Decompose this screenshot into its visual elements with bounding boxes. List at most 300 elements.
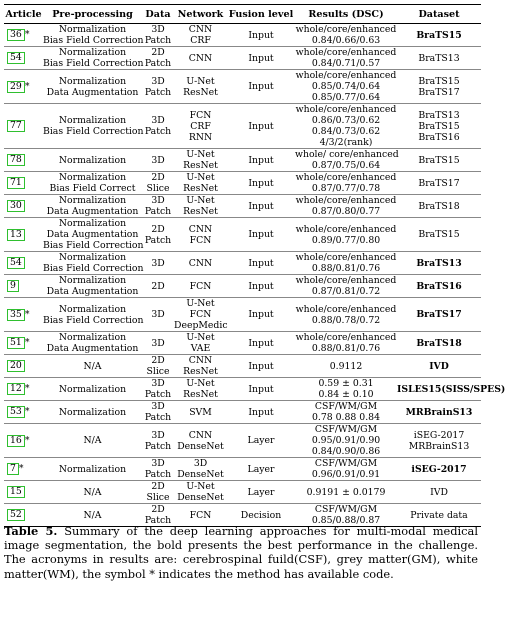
data-type-cell [142, 481, 174, 504]
preprocessing-cell [43, 172, 142, 195]
dataset-cell [397, 458, 481, 481]
network-cell [174, 401, 227, 424]
table-body [4, 24, 505, 527]
article-ref-link[interactable]: 15 [7, 486, 25, 498]
preprocessing-line: Normalization [58, 332, 127, 343]
dataset-cell [397, 332, 481, 355]
results-line: whole/core/enhanced [295, 70, 397, 81]
data-type-line: 2D [151, 280, 165, 292]
dataset-line: IVD [430, 486, 448, 498]
network-line: FCN [189, 234, 212, 246]
data-type-cell [142, 275, 174, 298]
table-row [4, 252, 481, 275]
results-cell [295, 378, 397, 401]
data-type-line: 3D [151, 309, 165, 320]
article-cell [4, 70, 43, 104]
article-ref-link[interactable]: 29 [7, 81, 25, 93]
results-line: whole/core/enhanced [295, 252, 397, 263]
results-line: 0.89/0.77/0.80 [311, 234, 381, 246]
network-cell [174, 24, 227, 47]
data-type-line: Patch [144, 206, 172, 217]
results-cell [295, 298, 397, 332]
dataset-line: BraTS13 [416, 257, 462, 269]
results-line: CSF/WM/GM [314, 458, 378, 469]
network-cell [174, 70, 227, 104]
dataset-line: BraTS13 [418, 52, 460, 64]
network-line: ResNet [183, 206, 218, 217]
results-cell [295, 355, 397, 378]
data-type-cell [142, 172, 174, 195]
article-ref-link[interactable]: 36 [7, 29, 25, 41]
results-line: whole/core/enhanced [295, 195, 397, 206]
network-cell [174, 424, 227, 458]
preprocessing-line: Data Augmentation [46, 86, 139, 98]
table-row [4, 218, 481, 252]
article-cell [4, 378, 43, 401]
dataset-cell [397, 481, 481, 504]
article-cell [4, 24, 43, 47]
network-line: CRF [190, 120, 211, 132]
dataset-cell [397, 424, 481, 458]
data-type-line: Patch [144, 35, 172, 46]
results-cell [295, 332, 397, 355]
preprocessing-line: N/A [83, 360, 102, 372]
dataset-line: BraTS18 [418, 200, 460, 212]
results-line: 0.9191 ± 0.0179 [306, 486, 386, 498]
article-cell [4, 104, 43, 149]
network-line: ResNet [183, 366, 218, 377]
network-line: FCN [189, 509, 212, 521]
data-type-line: Patch [144, 469, 172, 480]
data-type-cell [142, 149, 174, 172]
preprocessing-line: Normalization [58, 218, 127, 229]
data-type-cell [142, 298, 174, 332]
network-line: CNN [188, 429, 213, 441]
data-type-cell [142, 458, 174, 481]
preprocessing-line: Data Augmentation [46, 206, 139, 217]
network-line: CNN [188, 52, 213, 64]
col-header-network: Network [174, 5, 227, 24]
data-type-cell [142, 252, 174, 275]
preprocessing-line: Normalization [58, 172, 127, 183]
preprocessing-line: Bias Field Correction [43, 58, 144, 69]
fusion-level-cell: Layer [247, 486, 275, 498]
network-line: ResNet [183, 86, 218, 98]
article-ref-link[interactable]: 16 [7, 435, 25, 447]
data-type-line: 2D [151, 481, 165, 492]
caption-label: Table 5. [4, 524, 58, 538]
data-type-line: 3D [151, 429, 165, 441]
network-line: RNN [188, 131, 213, 143]
preprocessing-line: Normalization [58, 303, 127, 315]
preprocessing-line: N/A [83, 486, 102, 498]
data-type-line: Patch [144, 412, 172, 423]
data-type-cell [142, 378, 174, 401]
data-type-line: 2D [151, 504, 165, 515]
data-type-line: Patch [144, 126, 172, 137]
network-line: DenseNet [177, 469, 224, 480]
data-type-line: 3D [151, 337, 165, 349]
dataset-line: iSEG-2017 [413, 429, 465, 441]
preprocessing-cell [43, 332, 142, 355]
network-cell [174, 252, 227, 275]
network-line: U-Net [186, 195, 215, 206]
data-type-cell [142, 24, 174, 47]
dataset-cell [397, 401, 481, 424]
network-line: FCN [189, 280, 212, 292]
dataset-cell [397, 24, 481, 47]
results-cell [295, 104, 397, 149]
article-ref-link[interactable]: 12 [7, 383, 25, 395]
data-type-line: 3D [151, 195, 165, 206]
article-ref-link[interactable]: 54 [7, 52, 25, 64]
article-ref-link[interactable]: 9 [7, 280, 19, 292]
article-ref-link[interactable]: 20 [7, 360, 25, 372]
results-line: 0.59 ± 0.31 [318, 378, 374, 389]
table-row [4, 298, 481, 332]
results-line: 0.85/0.74/0.64 [311, 81, 381, 92]
results-cell [295, 481, 397, 504]
fusion-level-cell: Input [248, 81, 274, 92]
dataset-cell [397, 104, 481, 149]
results-cell [295, 172, 397, 195]
fusion-level-cell: Input [248, 154, 274, 166]
preprocessing-line: Normalization [58, 47, 127, 58]
data-type-line: Slice [146, 492, 170, 503]
dataset-line: Private data [410, 509, 468, 521]
fusion-level-cell: Input [248, 257, 274, 269]
dataset-line: BraTS17 [416, 309, 462, 320]
fusion-level-cell: Input [248, 120, 274, 132]
network-cell [174, 104, 227, 149]
data-type-line: 2D [151, 47, 165, 58]
article-cell [4, 298, 43, 332]
col-header-fusion-level: Fusion level [227, 5, 295, 24]
preprocessing-cell [43, 70, 142, 104]
dataset-cell [397, 378, 505, 401]
dataset-line: IVD [429, 360, 449, 372]
code-available-star: * [24, 434, 30, 446]
article-cell [4, 149, 43, 172]
article-cell [4, 332, 43, 355]
dataset-line: BraTS15 [418, 229, 460, 240]
dataset-line: ISLES15(SISS/SPES) [397, 383, 505, 395]
fusion-level-cell: Input [248, 383, 274, 395]
dataset-line: BraTS15 [416, 29, 462, 41]
data-type-line: 2D [151, 172, 165, 183]
network-cell [174, 298, 227, 332]
results-line: whole/core/enhanced [295, 332, 397, 343]
preprocessing-line: Normalization [58, 154, 127, 166]
data-type-cell [142, 401, 174, 424]
article-ref-link[interactable]: 77 [7, 120, 25, 132]
data-type-cell [142, 355, 174, 378]
fusion-level-cell: Input [248, 200, 274, 212]
table-row [4, 424, 481, 458]
results-cell [295, 195, 397, 218]
dataset-line: BraTS17 [418, 86, 460, 98]
results-line: 4/3/2(rank) [319, 137, 373, 148]
preprocessing-cell [43, 424, 142, 458]
dataset-cell [397, 195, 481, 218]
table-row [4, 401, 481, 424]
caption-text: Summary of the deep learning approaches for multi-modal medical image segmentation, the bold presents the best performance in the challenge. The acronyms in results are: cerebrospinal fuild(CSF), grey matter(GM), white matter(WM), the symbol * indicates the method has available code. [4, 524, 478, 581]
preprocessing-line: Data Augmentation [46, 343, 139, 354]
article-ref-link[interactable]: 30 [7, 200, 25, 212]
preprocessing-cell [43, 149, 142, 172]
data-type-cell [142, 332, 174, 355]
preprocessing-line: Normalization [58, 75, 127, 87]
results-table [4, 4, 505, 527]
data-type-cell [142, 195, 174, 218]
results-line: whole/core/enhanced [295, 275, 397, 286]
col-header-dataset: Dataset [397, 5, 481, 24]
code-available-star: * [24, 308, 30, 320]
table-row [4, 355, 481, 378]
dataset-line: BraTS15 [418, 75, 460, 87]
preprocessing-line: Normalization [58, 275, 127, 286]
preprocessing-cell [43, 355, 142, 378]
results-cell [295, 275, 397, 298]
col-header-data: Data [142, 5, 174, 24]
preprocessing-line: Bias Field Correct [49, 183, 136, 194]
dataset-cell [397, 47, 481, 70]
fusion-level-cell: Input [248, 360, 274, 372]
fusion-level-cell: Input [248, 177, 274, 189]
data-type-line: 3D [151, 75, 165, 87]
results-line: 0.84 ± 0.10 [318, 389, 374, 400]
preprocessing-cell [43, 24, 142, 47]
dataset-cell [397, 218, 481, 252]
table-row [4, 24, 481, 47]
dataset-cell [397, 275, 481, 298]
data-type-line: Patch [144, 515, 172, 526]
code-available-star: * [24, 80, 30, 92]
results-cell [295, 70, 397, 104]
dataset-cell [397, 172, 481, 195]
preprocessing-line: Normalization [58, 115, 127, 126]
preprocessing-cell [43, 458, 142, 481]
network-cell [174, 378, 227, 401]
results-cell [295, 218, 397, 252]
network-line: U-Net [186, 298, 215, 309]
article-cell [4, 172, 43, 195]
data-type-line: 3D [151, 115, 165, 126]
article-ref-link[interactable]: 78 [7, 154, 25, 166]
data-type-cell [142, 47, 174, 70]
data-type-line: 3D [151, 458, 165, 469]
preprocessing-cell [43, 481, 142, 504]
network-line: FCN [189, 309, 212, 320]
code-available-star: * [24, 406, 30, 417]
network-line: U-Net [186, 378, 215, 389]
results-line: CSF/WM/GM [314, 504, 378, 515]
dataset-cell [397, 355, 481, 378]
fusion-level-cell: Layer [247, 463, 275, 475]
preprocessing-cell [43, 378, 142, 401]
table-row [4, 458, 481, 481]
dataset-line: MRBrainS13 [405, 406, 473, 418]
network-line: FCN [189, 109, 212, 121]
network-cell [174, 172, 227, 195]
results-line: 0.88/0.81/0.76 [311, 343, 381, 354]
data-type-line: Patch [144, 58, 172, 69]
results-line: 0.85/0.77/0.64 [311, 92, 381, 103]
results-line: 0.84/0.90/0.86 [311, 446, 381, 457]
results-line: 0.87/0.75/0.64 [311, 160, 381, 171]
article-cell [4, 275, 43, 298]
preprocessing-line: Bias Field Correction [43, 263, 144, 274]
dataset-line: BraTS15 [418, 154, 460, 166]
network-cell [174, 458, 227, 481]
data-type-cell [142, 218, 174, 252]
results-line: 0.95/0.91/0.90 [311, 435, 381, 446]
article-cell [4, 252, 43, 275]
results-line: 0.88/0.81/0.76 [311, 263, 381, 274]
preprocessing-cell [43, 401, 142, 424]
data-type-line: Patch [144, 389, 172, 400]
table-row [4, 70, 481, 104]
results-line: whole/core/enhanced [295, 223, 397, 235]
dataset-cell [397, 298, 481, 332]
article-ref-link[interactable]: 35 [7, 309, 25, 321]
preprocessing-cell [43, 218, 142, 252]
network-cell [174, 332, 227, 355]
network-line: VAE [190, 343, 211, 354]
results-cell [295, 47, 397, 70]
article-ref-link[interactable]: 71 [7, 177, 25, 189]
results-line: 0.84/0.73/0.62 [311, 126, 381, 137]
article-ref-link[interactable]: 53 [7, 406, 25, 418]
col-header-preprocessing: Pre-processing [43, 5, 142, 24]
network-cell [174, 481, 227, 504]
dataset-line: BraTS18 [416, 337, 462, 349]
preprocessing-cell [43, 275, 142, 298]
article-cell [4, 195, 43, 218]
fusion-level-cell: Input [248, 309, 274, 320]
results-line: 0.86/0.73/0.62 [311, 115, 381, 126]
code-available-star: * [24, 383, 30, 394]
table-row [4, 149, 481, 172]
code-available-star: * [18, 463, 24, 474]
table-row [4, 378, 481, 401]
article-ref-link[interactable]: 13 [7, 229, 25, 241]
results-line: 0.87/0.77/0.78 [311, 183, 381, 194]
results-line: CSF/WM/GM [314, 401, 378, 412]
preprocessing-line: Normalization [58, 463, 127, 475]
network-line: CRF [190, 35, 211, 46]
results-line: whole/core/enhanced [295, 24, 397, 35]
results-line: whole/core/enhanced [295, 303, 397, 315]
fusion-level-cell: Input [248, 229, 274, 240]
results-line: whole/core/enhanced [295, 172, 397, 183]
results-cell [295, 458, 397, 481]
dataset-line: BraTS16 [418, 131, 460, 143]
preprocessing-line: Bias Field Correction [43, 314, 144, 326]
results-line: 0.84/0.66/0.63 [311, 35, 381, 46]
preprocessing-cell [43, 104, 142, 149]
col-header-results: Results (DSC) [295, 5, 397, 24]
data-type-line: 2D [151, 223, 165, 235]
preprocessing-cell [43, 47, 142, 70]
preprocessing-line: Normalization [58, 252, 127, 263]
data-type-line: 3D [151, 257, 165, 269]
table-row [4, 275, 481, 298]
preprocessing-cell [43, 252, 142, 275]
data-type-line: Slice [146, 366, 170, 377]
results-cell [295, 24, 397, 47]
dataset-line: MRBrainS13 [408, 440, 470, 452]
network-cell [174, 195, 227, 218]
fusion-level-cell: Decision [240, 509, 282, 521]
results-line: whole/ core/enhanced [295, 149, 399, 160]
network-line: 3D [193, 458, 208, 469]
dataset-line: BraTS16 [416, 280, 462, 292]
article-ref-link[interactable]: 54 [7, 257, 25, 269]
table-container [4, 4, 505, 527]
col-header-article: Article [4, 5, 43, 24]
data-type-cell [142, 104, 174, 149]
network-line: CNN [188, 257, 213, 269]
network-line: DeepMedic [174, 320, 228, 331]
data-type-line: 3D [151, 378, 165, 389]
results-line: 0.85/0.88/0.87 [311, 515, 381, 526]
dataset-line: BraTS13 [418, 109, 460, 121]
dataset-line: BraTS15 [418, 120, 460, 132]
code-available-star: * [24, 29, 30, 40]
code-available-star: * [24, 337, 30, 348]
table-row [4, 332, 481, 355]
preprocessing-line: N/A [83, 509, 102, 521]
table-caption [4, 524, 478, 581]
data-type-line: Patch [144, 234, 172, 246]
preprocessing-line: Data Augmentation [46, 229, 139, 240]
network-line: CNN [188, 355, 213, 366]
results-line: 0.87/0.80/0.77 [311, 206, 381, 217]
data-type-cell [142, 70, 174, 104]
preprocessing-line: Normalization [58, 24, 127, 35]
fusion-level-cell: Input [248, 280, 274, 292]
results-cell [295, 149, 397, 172]
dataset-cell [397, 252, 481, 275]
results-line: whole/core/enhanced [295, 47, 397, 58]
preprocessing-line: Data Augmentation [46, 286, 139, 297]
network-line: CNN [188, 24, 213, 35]
article-ref-link[interactable]: 7 [7, 463, 19, 475]
network-line: U-Net [186, 75, 215, 87]
preprocessing-line: N/A [83, 435, 102, 446]
results-line: CSF/WM/GM [314, 424, 378, 435]
data-type-line: 3D [151, 154, 165, 166]
network-line: ResNet [183, 183, 218, 194]
preprocessing-line: Normalization [58, 406, 127, 418]
article-ref-link[interactable]: 51 [7, 337, 25, 349]
data-type-cell [142, 424, 174, 458]
dataset-cell [397, 70, 481, 104]
article-cell [4, 424, 43, 458]
fusion-level-cell: Input [248, 52, 274, 64]
network-line: DenseNet [177, 440, 224, 452]
article-ref-link[interactable]: 52 [7, 509, 25, 521]
network-line: ResNet [183, 160, 218, 171]
dataset-line: iSEG-2017 [411, 463, 467, 475]
article-cell [4, 401, 43, 424]
data-type-line: Slice [146, 183, 170, 194]
fusion-level-cell: Layer [247, 435, 275, 446]
network-line: ResNet [183, 389, 218, 400]
article-cell [4, 218, 43, 252]
table-row [4, 481, 481, 504]
